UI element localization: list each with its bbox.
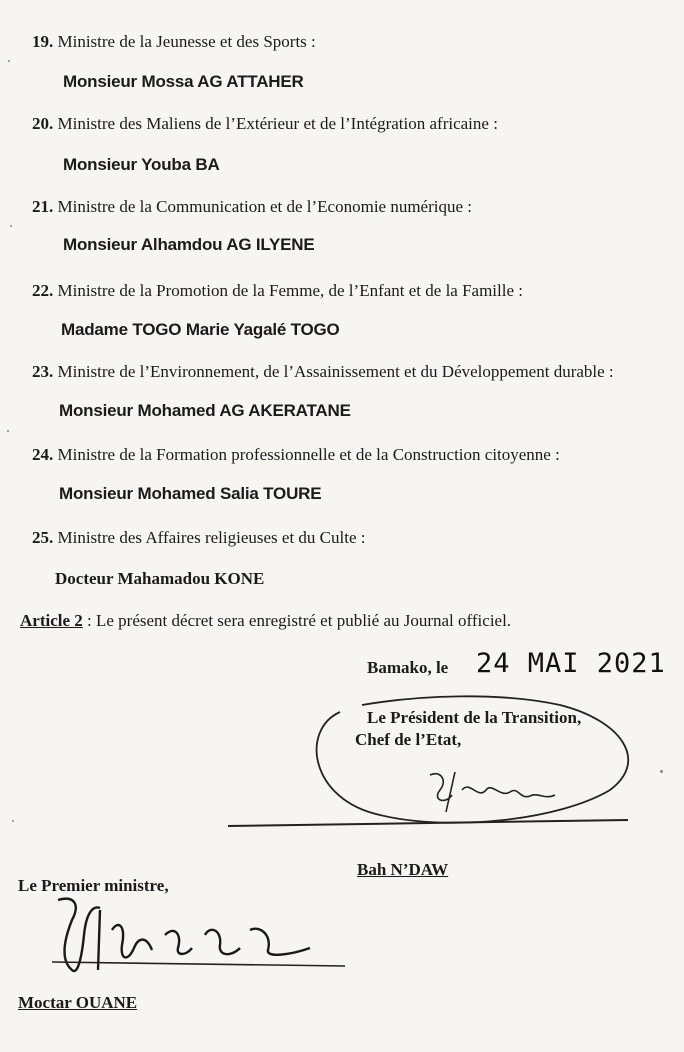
president-signature-scribble <box>430 772 555 812</box>
minister-name-22: Madame TOGO Marie Yagalé TOGO <box>61 320 340 339</box>
minister-name-23: Monsieur Mohamed AG AKERATANE <box>59 401 351 420</box>
pm-name: Moctar OUANE <box>18 993 138 1012</box>
paper-speck <box>12 820 14 822</box>
ministry-label: Ministre de la Jeunesse et des Sports : <box>57 32 316 51</box>
entry-number: 24. <box>32 445 54 464</box>
pm-role: Le Premier ministre, <box>18 876 169 895</box>
ministry-label: Ministre de l’Environnement, de l’Assainissement et du Développement durable : <box>57 362 614 381</box>
pm-signature-line <box>52 962 345 966</box>
entry-number: 19. <box>32 32 54 51</box>
president-role-line2: Chef de l’Etat, <box>355 730 462 749</box>
minister-title-23 <box>32 362 614 382</box>
minister-title-24 <box>32 445 560 465</box>
ministry-label: Ministre de la Promotion de la Femme, de l’Enfant et de la Famille : <box>57 281 523 300</box>
paper-speck <box>660 770 663 773</box>
paper-speck <box>10 225 12 227</box>
minister-name-19: Monsieur Mossa AG ATTAHER <box>63 72 304 91</box>
minister-title-21 <box>32 197 472 217</box>
president-name: Bah N’DAW <box>357 860 449 879</box>
entry-number: 25. <box>32 528 54 547</box>
article-label: Article 2 <box>20 611 83 630</box>
president-role-line1: Le Président de la Transition, <box>367 708 582 727</box>
ministry-label: Ministre de la Formation professionnelle et de la Construction citoyenne : <box>57 445 560 464</box>
place-label: Bamako, le <box>367 658 449 677</box>
ministry-label: Ministre des Maliens de l’Extérieur et de l’Intégration africaine : <box>57 114 498 133</box>
president-signature-line <box>228 820 628 826</box>
minister-name-25: Docteur Mahamadou KONE <box>55 569 265 588</box>
paper-speck <box>8 60 10 62</box>
minister-name-21: Monsieur Alhamdou AG ILYENE <box>63 235 315 254</box>
date-stamp: 24 MAI 2021 <box>476 648 666 679</box>
minister-name-20: Monsieur Youba BA <box>63 155 220 174</box>
entry-number: 21. <box>32 197 54 216</box>
entry-number: 22. <box>32 281 54 300</box>
minister-title-20 <box>32 114 498 134</box>
article-text: : Le présent décret sera enregistré et publié au Journal officiel. <box>82 611 512 630</box>
ministry-label: Ministre des Affaires religieuses et du Culte : <box>57 528 366 547</box>
minister-name-24: Monsieur Mohamed Salia TOURE <box>59 484 322 503</box>
minister-title-22 <box>32 281 523 301</box>
article-2 <box>20 611 511 631</box>
entry-number: 20. <box>32 114 54 133</box>
minister-title-19 <box>32 32 316 52</box>
minister-title-25 <box>32 528 365 548</box>
entry-number: 23. <box>32 362 54 381</box>
pm-signature-scribble <box>58 899 310 971</box>
ministry-label: Ministre de la Communication et de l’Economie numérique : <box>57 197 473 216</box>
paper-speck <box>7 430 9 432</box>
